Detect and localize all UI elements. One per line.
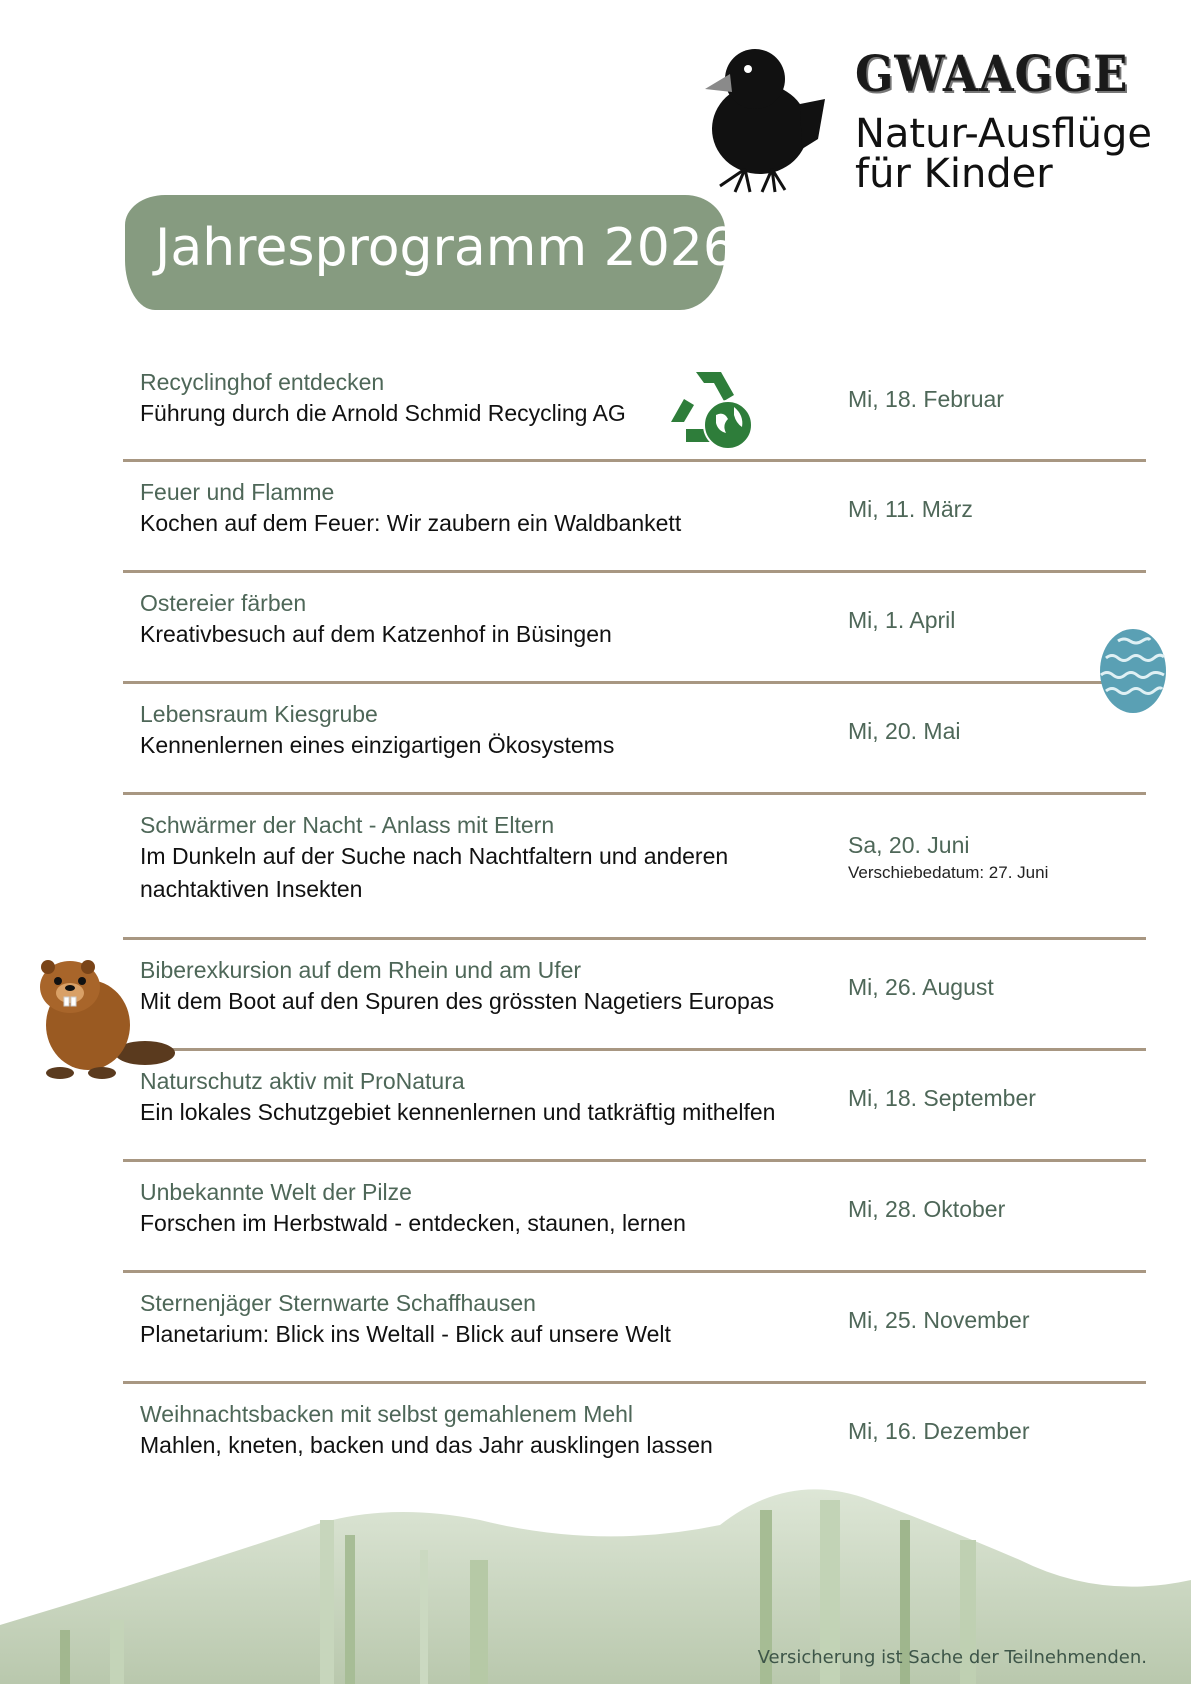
event-description: Kennenlernen eines einzigartigen Ökosystems <box>140 732 615 758</box>
list-item <box>123 1162 1146 1273</box>
event-description: Ein lokales Schutzgebiet kennenlernen und tatkräftig mithelfen <box>140 1099 776 1125</box>
list-item <box>123 795 1146 940</box>
event-date: Mi, 16. Dezember <box>848 1417 1030 1444</box>
list-item <box>123 684 1146 795</box>
event-description: Planetarium: Blick ins Weltall - Blick auf unsere Welt <box>140 1321 671 1347</box>
event-description: Kochen auf dem Feuer: Wir zaubern ein Waldbankett <box>140 510 682 536</box>
event-description: Forschen im Herbstwald - entdecken, staunen, lernen <box>140 1210 686 1236</box>
event-date: Mi, 11. März <box>848 495 973 522</box>
list-item <box>123 940 1146 1051</box>
list-item <box>123 573 1146 684</box>
event-description: Führung durch die Arnold Schmid Recycling AG <box>140 400 626 426</box>
tagline-line2: für Kinder <box>855 151 1053 197</box>
footer-note: Versicherung ist Sache der Teilnehmenden. <box>757 1647 1147 1668</box>
event-title: Unbekannte Welt der Pilze <box>140 1179 412 1205</box>
event-description: Mit dem Boot auf den Spuren des grössten Nagetiers Europas <box>140 988 775 1014</box>
event-description: Mahlen, kneten, backen und das Jahr ausklingen lassen <box>140 1432 713 1458</box>
event-date: Mi, 25. November <box>848 1306 1030 1333</box>
beaver-icon <box>30 955 175 1080</box>
event-description: Im Dunkeln auf der Suche nach Nachtfaltern und anderen nachtaktiven Insekten <box>140 843 729 902</box>
event-date: Mi, 28. Oktober <box>848 1195 1006 1222</box>
event-date: Sa, 20. Juni <box>848 832 970 858</box>
event-date: Mi, 18. Februar <box>848 385 1004 412</box>
list-item <box>123 462 1146 573</box>
event-description: Kreativbesuch auf dem Katzenhof in Büsingen <box>140 621 612 647</box>
crow-icon <box>690 44 830 194</box>
event-title: Weihnachtsbacken mit selbst gemahlenem Mehl <box>140 1401 634 1427</box>
list-item <box>123 1384 1146 1492</box>
event-title: Feuer und Flamme <box>140 479 335 505</box>
event-title: Sternenjäger Sternwarte Schaffhausen <box>140 1290 536 1316</box>
event-title: Biberexkursion auf dem Rhein und am Ufer <box>140 957 582 983</box>
list-item <box>123 1051 1146 1162</box>
event-title: Lebensraum Kiesgrube <box>140 701 378 727</box>
program-list <box>123 352 1146 1492</box>
list-item <box>123 1273 1146 1384</box>
page-title: Jahresprogramm 2026 <box>155 218 736 278</box>
brand-name: GWAAGGE <box>855 44 1129 103</box>
header-logo <box>690 44 1153 197</box>
event-title: Ostereier färben <box>140 590 307 616</box>
event-date: Mi, 18. September <box>848 1084 1036 1111</box>
event-note: Verschiebedatum: 27. Juni <box>848 863 1049 882</box>
event-title: Schwärmer der Nacht - Anlass mit Eltern <box>140 812 555 838</box>
event-title: Recyclinghof entdecken <box>140 369 385 395</box>
tagline <box>855 111 1155 197</box>
event-date: Mi, 20. Mai <box>848 717 961 744</box>
event-title: Naturschutz aktiv mit ProNatura <box>140 1068 465 1094</box>
tagline-line1: Natur-Ausflüge <box>855 111 1153 157</box>
list-item <box>123 352 1146 462</box>
event-date: Mi, 1. April <box>848 606 956 633</box>
event-date: Mi, 26. August <box>848 973 994 1000</box>
recycling-icon <box>666 367 756 452</box>
